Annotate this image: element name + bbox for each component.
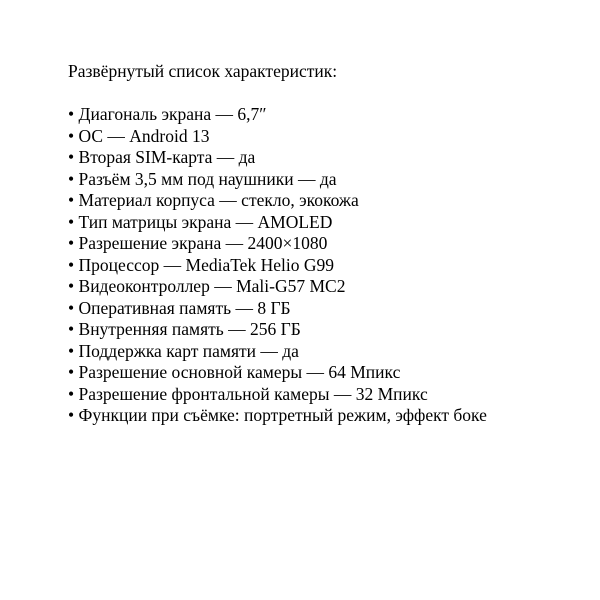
bullet-icon: • (68, 297, 75, 318)
spec-text: Разрешение фронтальной камеры — 32 Мпикс (78, 383, 428, 404)
spec-list-item (68, 212, 487, 234)
spec-list-item (68, 341, 487, 363)
bullet-icon: • (68, 104, 75, 124)
spec-list-title: Развёрнутый список характеристик: (68, 61, 338, 81)
spec-list-item (68, 126, 487, 148)
spec-text: Вторая SIM-карта — да (78, 147, 256, 167)
bullet-icon: • (68, 125, 75, 146)
spec-list-item (68, 319, 487, 341)
spec-list-item (68, 169, 487, 191)
spec-list-item (68, 233, 487, 255)
bullet-icon: • (68, 147, 75, 167)
spec-list-item (68, 298, 487, 320)
spec-text: Тип матрицы экрана — AMOLED (78, 211, 333, 232)
bullet-icon: • (68, 190, 75, 210)
spec-list-item (68, 255, 487, 277)
bullet-icon: • (68, 276, 75, 296)
spec-list-item (68, 384, 487, 406)
spec-list-item (68, 405, 487, 427)
spec-text: Поддержка карт памяти — да (78, 340, 299, 361)
bullet-icon: • (68, 233, 75, 253)
bullet-icon: • (68, 362, 75, 382)
spec-text: Оперативная память — 8 ГБ (78, 297, 291, 318)
bullet-icon: • (68, 168, 75, 189)
spec-text: Разрешение основной камеры — 64 Мпикс (78, 362, 401, 382)
bullet-icon: • (68, 254, 75, 275)
bullet-icon: • (68, 383, 75, 404)
spec-list-item (68, 362, 487, 384)
spec-list (68, 104, 487, 427)
spec-text: Внутренняя память — 256 ГБ (78, 319, 301, 339)
bullet-icon: • (68, 211, 75, 232)
spec-text: Разрешение экрана — 2400×1080 (78, 233, 328, 253)
spec-text: Разъём 3,5 мм под наушники — да (78, 168, 337, 189)
spec-text: Видеоконтроллер — Mali-G57 MC2 (78, 276, 346, 296)
spec-text: Процессор — MediaTek Helio G99 (78, 254, 334, 275)
spec-document (68, 61, 487, 427)
spec-text: Материал корпуса — стекло, экокожа (78, 190, 359, 210)
spec-list-item (68, 190, 487, 212)
spec-text: Функции при съёмке: портретный режим, эффект боке (78, 405, 487, 425)
spec-list-item (68, 104, 487, 126)
spec-list-item (68, 276, 487, 298)
spec-text: Диагональ экрана — 6,7″ (78, 104, 267, 124)
spec-text: ОС — Android 13 (78, 125, 210, 146)
bullet-icon: • (68, 405, 75, 425)
bullet-icon: • (68, 340, 75, 361)
bullet-icon: • (68, 319, 75, 339)
spec-list-item (68, 147, 487, 169)
